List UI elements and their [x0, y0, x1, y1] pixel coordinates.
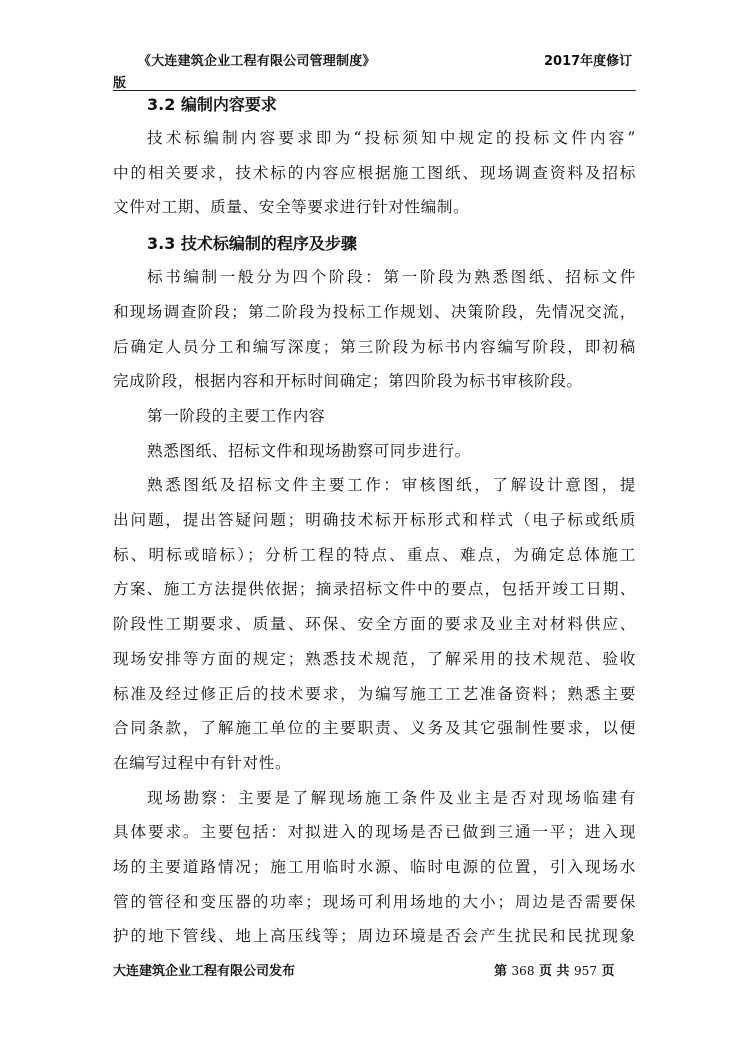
- paragraph-line: 后确定人员分工和编写深度；第三阶段为标书内容编写阶段，即初稿: [113, 337, 636, 356]
- paragraph-review-drawings: [113, 468, 636, 780]
- paragraph-parallel-tasks: [113, 434, 636, 469]
- paragraph-line: 方案、施工方法提供依据；摘录招标文件中的要点，包括开竣工日期、: [113, 580, 636, 599]
- paragraph-line: 现场勘察：主要是了解现场施工条件及业主是否对现场临建有: [147, 788, 636, 807]
- paragraph-line: 和现场调查阶段；第二阶段为投标工作规划、决策阶段，先情况交流，: [113, 302, 636, 321]
- paragraph-line: 熟悉图纸及招标文件主要工作：审核图纸，了解设计意图，提: [147, 476, 636, 495]
- page-suffix: 页: [601, 964, 615, 979]
- paragraph-site-survey: [113, 781, 636, 955]
- paragraph-line: 护的地下管线、地上高压线等；周边环境是否会产生扰民和民扰现象: [113, 927, 636, 946]
- header-year: 2017年度修订: [544, 54, 633, 69]
- section-heading-3-3: 3.3 技术标编制的程序及步骤: [147, 234, 357, 254]
- paragraph-line: 现场安排等方面的规定；熟悉技术规范，了解采用的技术规范、验收: [113, 649, 636, 668]
- paragraph-stage-one-title: [113, 399, 636, 434]
- document-body: [113, 88, 636, 954]
- paragraph-line: 具体要求。主要包括：对拟进入的现场是否已做到三通一平；进入现: [113, 823, 636, 842]
- paragraph-line: 中的相关要求，技术标的内容应根据施工图纸、现场调查资料及招标: [113, 163, 636, 182]
- header-title: 《大连建筑企业工程有限公司管理制度》: [138, 54, 376, 69]
- paragraph-stages: [113, 260, 636, 399]
- paragraph-line: 阶段性工期要求、质量、环保、安全方面的要求及业主对材料供应、: [113, 615, 636, 634]
- paragraph-line: 出问题，提出答疑问题；明确技术标开标形式和样式（电子标或纸质: [113, 511, 636, 530]
- paragraph-3-2: [113, 121, 636, 225]
- paragraph-line: 文件对工期、质量、安全等要求进行针对性编制。: [113, 198, 470, 217]
- paragraph-line: 管的管径和变压器的功率；现场可利用场地的大小；周边是否需要保: [113, 892, 636, 911]
- paragraph-line: 标准及经过修正后的技术要求，为编写施工工艺准备资料；熟悉主要: [113, 684, 636, 703]
- page-current: 368: [511, 964, 535, 978]
- page-total: 957: [574, 964, 597, 978]
- paragraph-line: 场的主要道路情况；施工用临时水源、临时电源的位置，引入现场水: [113, 858, 636, 877]
- page-prefix: 第: [494, 964, 508, 979]
- paragraph-line: 完成阶段，根据内容和开标时间确定；第四阶段为标书审核阶段。: [113, 372, 583, 391]
- page-mid: 页 共: [538, 964, 570, 979]
- footer-publisher: 大连建筑企业工程有限公司发布: [113, 964, 296, 979]
- paragraph-line: 标书编制一般分为四个阶段：第一阶段为熟悉图纸、招标文件: [147, 268, 636, 287]
- paragraph-line: 标、明标或暗标）；分析工程的特点、重点、难点，为确定总体施工: [113, 545, 636, 564]
- paragraph-line: 合同条款，了解施工单位的主要职责、义务及其它强制性要求，以便: [113, 719, 636, 738]
- section-heading-3-2: 3.2 编制内容要求: [147, 95, 277, 114]
- paragraph-line: 技术标编制内容要求即为“投标须知中规定的投标文件内容”: [147, 129, 636, 147]
- header-wrap-text: 版: [113, 76, 127, 91]
- paragraph-line: 在编写过程中有针对性。: [113, 753, 292, 772]
- paragraph-line: 第一阶段的主要工作内容: [147, 406, 326, 425]
- footer-page-number: [494, 960, 615, 979]
- paragraph-line: 熟悉图纸、招标文件和现场勘察可同步进行。: [147, 441, 471, 460]
